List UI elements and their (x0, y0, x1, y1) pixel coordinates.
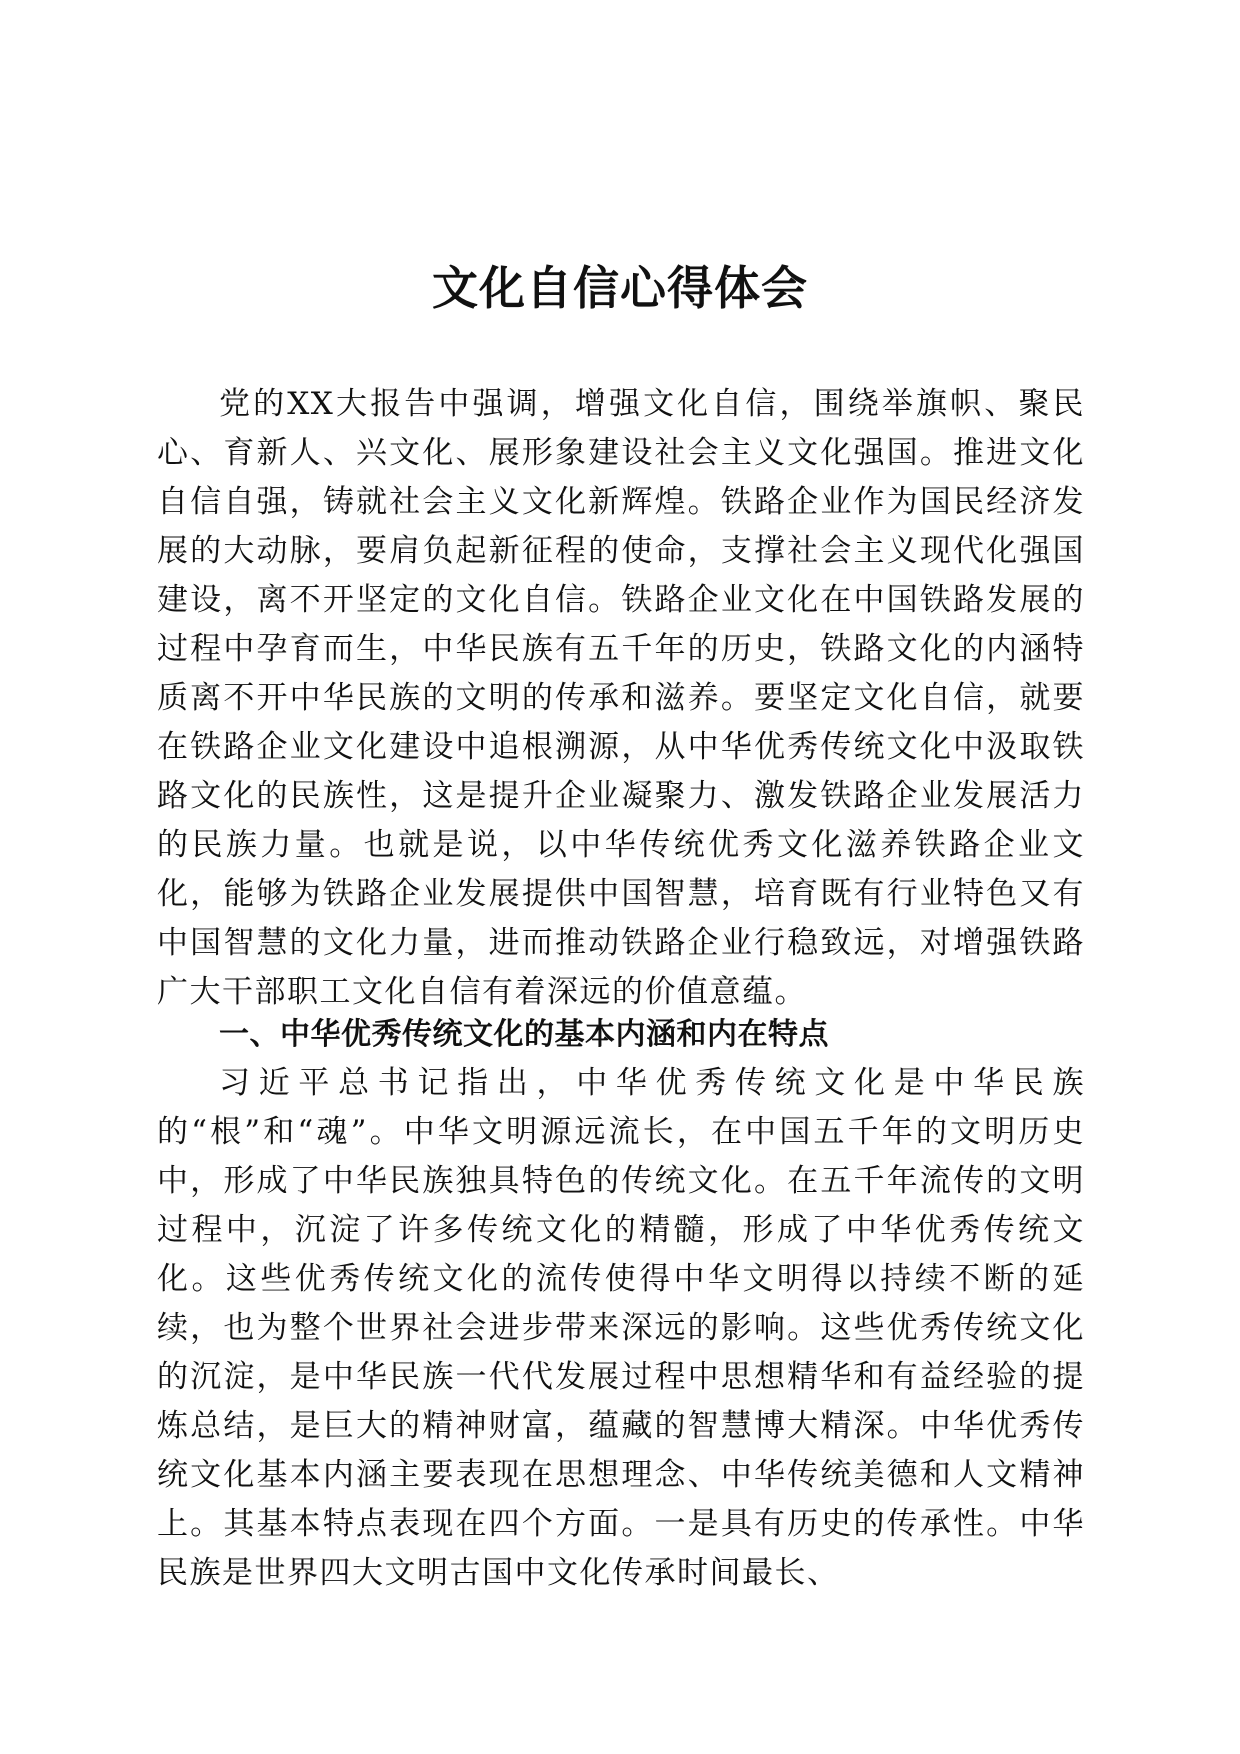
paragraph-intro: 党的XX大报告中强调，增强文化自信，围绕举旗帜、聚民心、育新人、兴文化、展形象建设社会主义文化强国。推进文化自信自强，铸就社会主义文化新辉煌。铁路企业作为国民经济发展的大动脉，要肩负起新征程的使命，支撑社会主义现代化强国建设，离不开坚定的文化自信。铁路企业文化在中国铁路发展的过程中孕育而生，中华民族有五千年的历史，铁路文化的内涵特质离不开中华民族的文明的传承和滋养。要坚定文化自信，就要在铁路企业文化建设中追根溯源，从中华优秀传统文化中汲取铁路文化的民族性，这是提升企业凝聚力、激发铁路企业发展活力的民族力量。也就是说，以中华传统优秀文化滋养铁路企业文化，能够为铁路企业发展提供中国智慧，培育既有行业特色又有中国智慧的文化力量，进而推动铁路企业行稳致远，对增强铁路广大干部职工文化自信有着深远的价值意蕴。 (157, 386, 1085, 1010)
paragraph-section-one: 习近平总书记指出，中华优秀传统文化是中华民族的“根”和“魂”。中华文明源远流长，在中国五千年的文明历史中，形成了中华民族独具特色的传统文化。在五千年流传的文明过程中，沉淀了许多传统文化的精髓，形成了中华优秀传统文化。这些优秀传统文化的流传使得中华文明得以持续不断的延续，也为整个世界社会进步带来深远的影响。这些优秀传统文化的沉淀，是中华民族一代代发展过程中思想精华和有益经验的提炼总结，是巨大的精神财富，蕴藏的智慧博大精深。中华优秀传统文化基本内涵主要表现在思想理念、中华传统美德和人文精神上。其基本特点表现在四个方面。一是具有历史的传承性。中华民族是世界四大文明古国中文化传承时间最长、 (157, 1065, 1085, 1591)
document-title: 文化自信心得体会 (432, 261, 808, 315)
section-heading: 一、中华优秀传统文化的基本内涵和内在特点 (219, 1017, 829, 1052)
